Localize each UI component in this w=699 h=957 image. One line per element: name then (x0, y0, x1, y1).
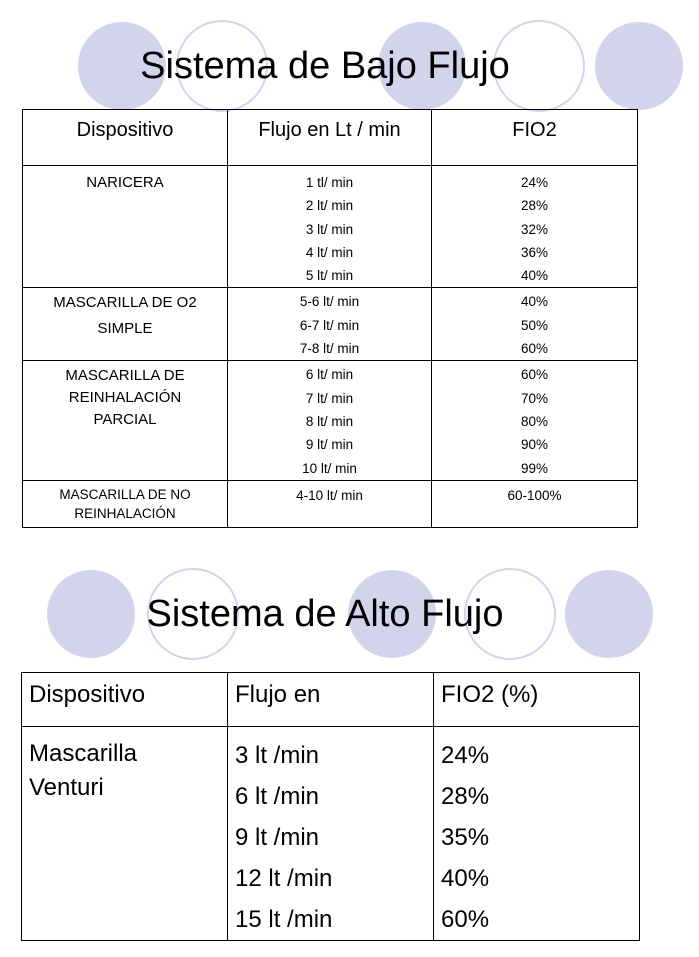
flow-cell (228, 361, 432, 481)
high-flow-title: Sistema de Alto Flujo (146, 593, 504, 635)
fio2-value: 60% (520, 367, 549, 383)
device-label: NARICERA (86, 174, 164, 191)
flow-cell (228, 288, 432, 361)
fio2-value: 24% (520, 175, 549, 190)
flow-cell (228, 166, 432, 288)
device-label: REINHALACIÓN (68, 389, 182, 407)
fio2-value: 40% (520, 268, 549, 284)
table-row (23, 288, 638, 361)
device-label: Venturi (29, 774, 104, 801)
column-header-fio2: FIO2 (432, 110, 638, 166)
fio2-value: 60-100% (507, 488, 562, 504)
flow-value: 8 lt/ min (305, 414, 354, 430)
column-header-fio2: FIO2 (%) (434, 673, 640, 727)
fio2-value: 24% (441, 742, 490, 769)
column-header-flow: Flujo en (228, 673, 434, 727)
flow-cell (228, 481, 432, 528)
fio2-value: 99% (520, 460, 549, 476)
table-row (23, 361, 638, 481)
fio2-cell (432, 361, 638, 481)
device-label: REINHALACIÓN (74, 506, 176, 522)
fio2-cell (434, 727, 640, 941)
fio2-value: 50% (520, 317, 549, 333)
device-cell (23, 361, 228, 481)
flow-value: 12 lt /min (235, 865, 333, 892)
fio2-cell (432, 481, 638, 528)
flow-value: 5-6 lt/ min (299, 294, 360, 310)
device-cell (22, 727, 228, 941)
fio2-value: 35% (441, 824, 490, 851)
device-label: MASCARILLA DE O2 (53, 294, 197, 312)
fio2-value: 70% (520, 390, 549, 406)
fio2-value: 40% (441, 865, 490, 892)
flow-value: 6-7 lt/ min (299, 317, 360, 333)
flow-value: 1 tl/ min (305, 175, 354, 190)
device-label: SIMPLE (97, 320, 153, 338)
flow-value: 6 lt /min (235, 783, 320, 810)
table-row (23, 481, 638, 528)
device-label: MASCARILLA DE NO (59, 487, 191, 503)
flow-cell (228, 727, 434, 941)
device-label: PARCIAL (93, 411, 157, 429)
table-header-row (23, 110, 638, 166)
table-row (23, 166, 638, 288)
fio2-value: 28% (520, 198, 549, 214)
column-header-flow: Flujo en Lt / min (228, 110, 432, 166)
flow-value: 4-10 lt/ min (296, 488, 363, 504)
column-header-device: Dispositivo (23, 110, 228, 166)
flow-value: 10 lt/ min (302, 460, 357, 476)
fio2-value: 32% (520, 221, 549, 237)
flow-value: 9 lt /min (235, 824, 320, 851)
fio2-cell (432, 288, 638, 361)
flow-value: 5 lt/ min (305, 268, 354, 284)
table-header-row (22, 673, 640, 727)
low-flow-title: Sistema de Bajo Flujo (140, 45, 510, 87)
device-cell (23, 481, 228, 528)
flow-value: 2 lt/ min (305, 198, 354, 214)
flow-value: 15 lt /min (235, 906, 333, 933)
device-cell (23, 288, 228, 361)
low-flow-table (22, 109, 638, 528)
device-label: MASCARILLA DE (65, 367, 185, 385)
flow-value: 7 lt/ min (305, 390, 354, 406)
fio2-value: 60% (441, 906, 490, 933)
flow-value: 3 lt /min (235, 742, 320, 769)
flow-value: 6 lt/ min (305, 367, 354, 383)
column-header-device: Dispositivo (22, 673, 228, 727)
flow-value: 7-8 lt/ min (299, 341, 360, 357)
flow-value: 3 lt/ min (305, 221, 354, 237)
high-flow-table (21, 672, 640, 941)
flow-value: 4 lt/ min (305, 244, 354, 260)
fio2-value: 28% (441, 783, 490, 810)
flow-value: 9 lt/ min (305, 437, 354, 453)
fio2-value: 36% (520, 244, 549, 260)
table-row (22, 727, 640, 941)
fio2-value: 60% (520, 341, 549, 357)
fio2-cell (432, 166, 638, 288)
device-cell (23, 166, 228, 288)
fio2-value: 90% (520, 437, 549, 453)
fio2-value: 80% (520, 414, 549, 430)
device-label: Mascarilla (29, 740, 138, 767)
fio2-value: 40% (520, 294, 549, 310)
